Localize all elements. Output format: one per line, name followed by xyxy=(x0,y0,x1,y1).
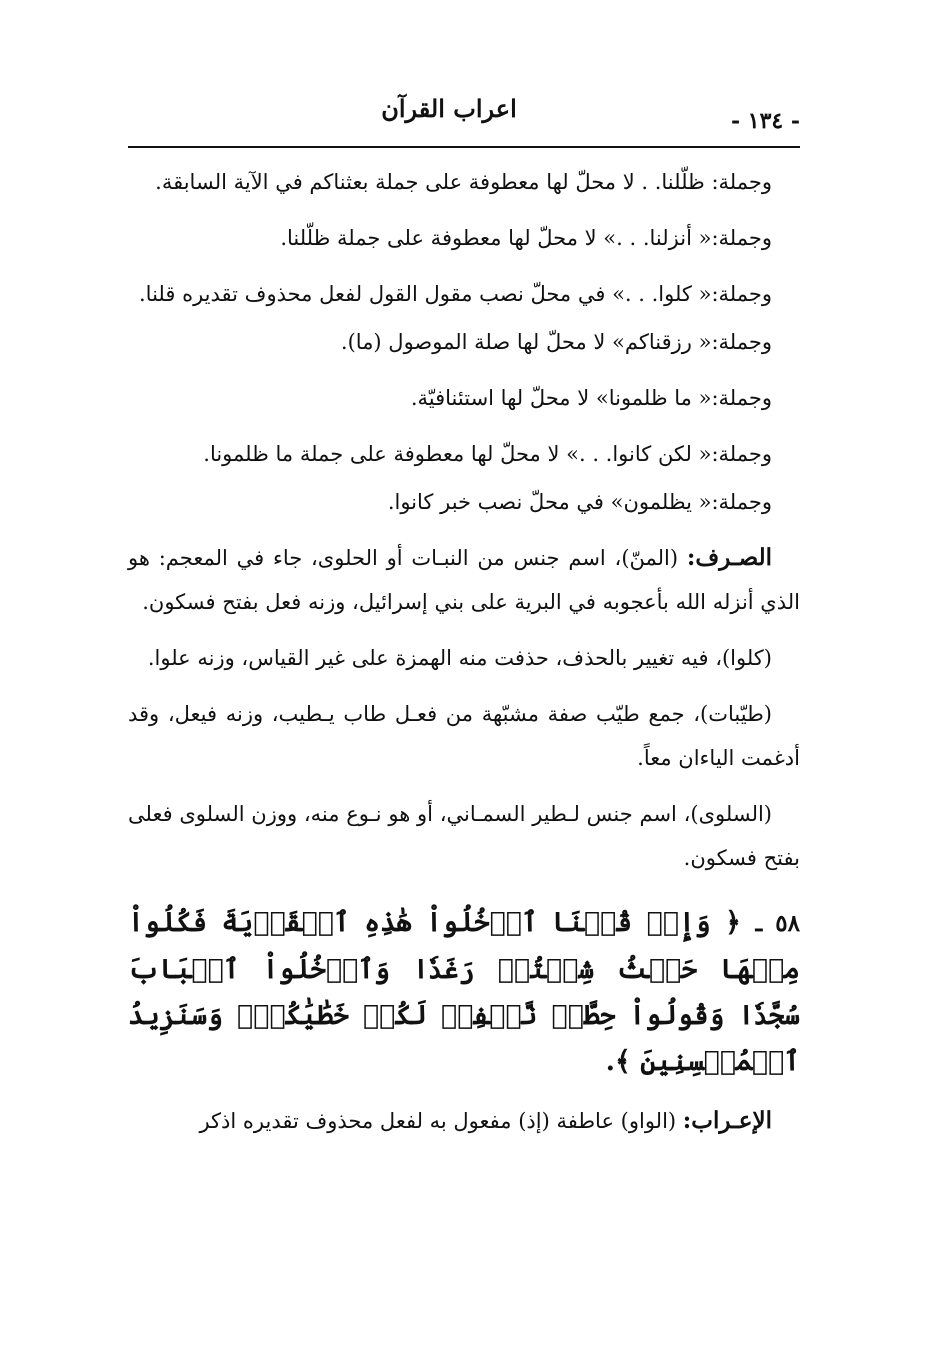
sarf-kulu: (كلوا)، فيه تغيير بالحذف، حذفت منه الهمزة على غير القياس، وزنه علوا. xyxy=(147,646,772,670)
irab-paragraph xyxy=(128,1099,800,1143)
verse-number: ٥٨ ـ xyxy=(755,910,801,937)
sarf-salwa: (السلوى)، اسم جنس لـطير السمـاني، أو هو نـوع منه، ووزن السلوى فعلى بفتح فسكون. xyxy=(128,802,800,870)
sarf-paragraph xyxy=(128,536,800,624)
page-number: - ١٣٤ - xyxy=(730,108,800,134)
paragraph-sentence-6: وجملة:« لكن كانوا. . .» لا محلّ لها معطوفة على جملة ما ظلمونا. xyxy=(203,442,772,466)
paragraph-sentence-1: وجملة: ظلّلنا. . لا محلّ لها معطوفة على جملة بعثناكم في الآية السابقة. xyxy=(155,170,772,194)
verse-text: ﴿ وَإِذۡ قُلۡنَا ٱدۡخُلُواْ هَٰذِهِ ٱلۡقَرۡيَةَ فَكُلُواْ مِنۡهَا حَيۡثُ شِئۡتُمۡ رَغَدٗا وَٱدۡخُلُواْ ٱلۡبَابَ سُجَّدٗا وَقُولُواْ حِطَّةٞ نَّغۡفِرۡ لَكُمۡ خَطَٰيَٰكُمۡۚ وَسَنَزِيدُ ٱلۡمُحۡسِنِينَ ﴾. xyxy=(128,907,800,1077)
page-body xyxy=(128,160,800,1155)
irab-label: الإعـراب: xyxy=(682,1107,772,1134)
sarf-text: (المنّ)، اسم جنس من النبـات أو الحلوى، جاء في المعجم: هو الذي أنزله الله بأعجوبه في البرية على بني إسرائيل، وزنه فعل بفتح فسكون. xyxy=(128,546,800,614)
sarf-label: الصـرف: xyxy=(686,544,772,571)
paragraph-sentence-4: وجملة:« رزقناكم» لا محلّ لها صلة الموصول (ما). xyxy=(340,330,772,354)
book-title: اعراب القرآن xyxy=(381,94,517,123)
sarf-tayyibat: (طيّبات)، جمع طيّب صفة مشبّهة من فعـل طاب يـطيب، وزنه فيعل، وقد أدغمت الياءان معاً. xyxy=(128,702,800,770)
paragraph-sentence-5: وجملة:« ما ظلمونا» لا محلّ لها استئنافيّة. xyxy=(410,386,772,410)
irab-text: (الواو) عاطفة (إذ) مفعول به لفعل محذوف تقديره اذكر xyxy=(199,1109,677,1133)
quran-verse xyxy=(128,900,800,1085)
paragraph-sentence-3: وجملة:« كلوا. . .» في محلّ نصب مقول القول لفعل محذوف تقديره قلنا. xyxy=(139,282,772,306)
paragraph-sentence-7: وجملة:« يظلمون» في محلّ نصب خبر كانوا. xyxy=(387,490,772,514)
header-divider xyxy=(128,146,800,148)
page-header xyxy=(128,92,800,144)
paragraph-sentence-2: وجملة:« أنزلنا. . .» لا محلّ لها معطوفة على جملة ظلّلنا. xyxy=(280,226,772,250)
